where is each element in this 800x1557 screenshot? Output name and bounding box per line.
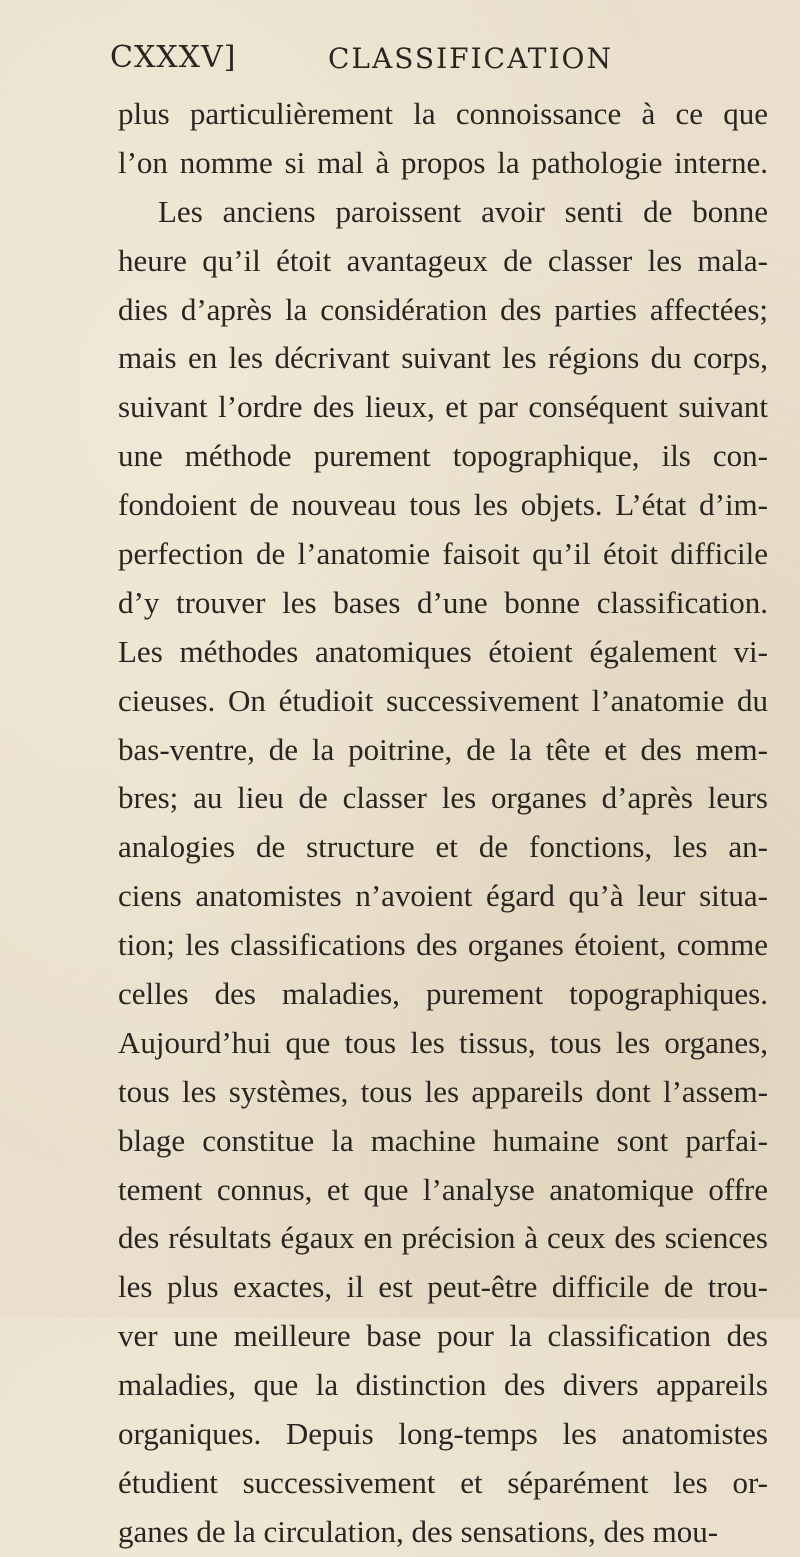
text-line: une méthode purement topographique, ils con- [118, 438, 768, 474]
text-line: étudient successivement et séparément les or- [118, 1464, 768, 1500]
text-line: Les anciens paroissent avoir senti de bonne [158, 193, 768, 229]
text-line: suivant l’ordre des lieux, et par conséquent suivant [118, 389, 768, 425]
text-line: perfection de l’anatomie faisoit qu’il étoit difficile [118, 536, 768, 572]
text-line: les plus exactes, il est peut-être difficile de trou- [118, 1269, 768, 1305]
text-line: des résultats égaux en précision à ceux des sciences [118, 1220, 768, 1256]
text-line: heure qu’il étoit avantageux de classer les mala- [118, 242, 768, 278]
text-line: ganes de la circulation, des sensations, des mou- [118, 1513, 719, 1549]
text-line: cieuses. On étudioit successivement l’anatomie du [118, 682, 768, 718]
body-text [118, 90, 768, 1557]
text-line: bres; au lieu de classer les organes d’après leurs [118, 780, 768, 816]
text-line: analogies de structure et de fonctions, les an- [118, 829, 768, 865]
page-header [0, 38, 800, 82]
text-line: plus particulièrement la connoissance à ce que [118, 96, 768, 131]
running-title: CLASSIFICATION [328, 42, 613, 75]
text-line: mais en les décrivant suivant les régions du corps, [118, 340, 768, 376]
page-number: CXXXV] [110, 40, 237, 75]
text-line: maladies, que la distinction des divers appareils [118, 1367, 768, 1403]
text-line: celles des maladies, purement topographiques. [118, 976, 768, 1012]
text-line: bas-ventre, de la poitrine, de la tête et des mem- [118, 731, 768, 767]
text-line: organiques. Depuis long-temps les anatomistes [118, 1416, 768, 1452]
text-line: tous les systèmes, tous les appareils dont l’assem- [118, 1073, 768, 1109]
text-line: dies d’après la considération des parties affectées; [118, 291, 768, 327]
text-line: l’on nomme si mal à propos la pathologie interne. [118, 144, 768, 180]
text-line: ver une meilleure base pour la classification des [118, 1318, 768, 1354]
text-line: Les méthodes anatomiques étoient également vi- [118, 633, 768, 669]
text-line: tion; les classifications des organes étoient, comme [118, 927, 768, 963]
text-line: Aujourd’hui que tous les tissus, tous les organes, [118, 1024, 768, 1060]
text-line: ciens anatomistes n’avoient égard qu’à leur situa- [118, 878, 768, 914]
text-line: blage constitue la machine humaine sont parfai- [118, 1122, 768, 1158]
text-line: d’y trouver les bases d’une bonne classification. [118, 584, 768, 620]
text-line: tement connus, et que l’analyse anatomique offre [118, 1171, 768, 1207]
text-line: fondoient de nouveau tous les objets. L’état d’im- [118, 487, 768, 523]
